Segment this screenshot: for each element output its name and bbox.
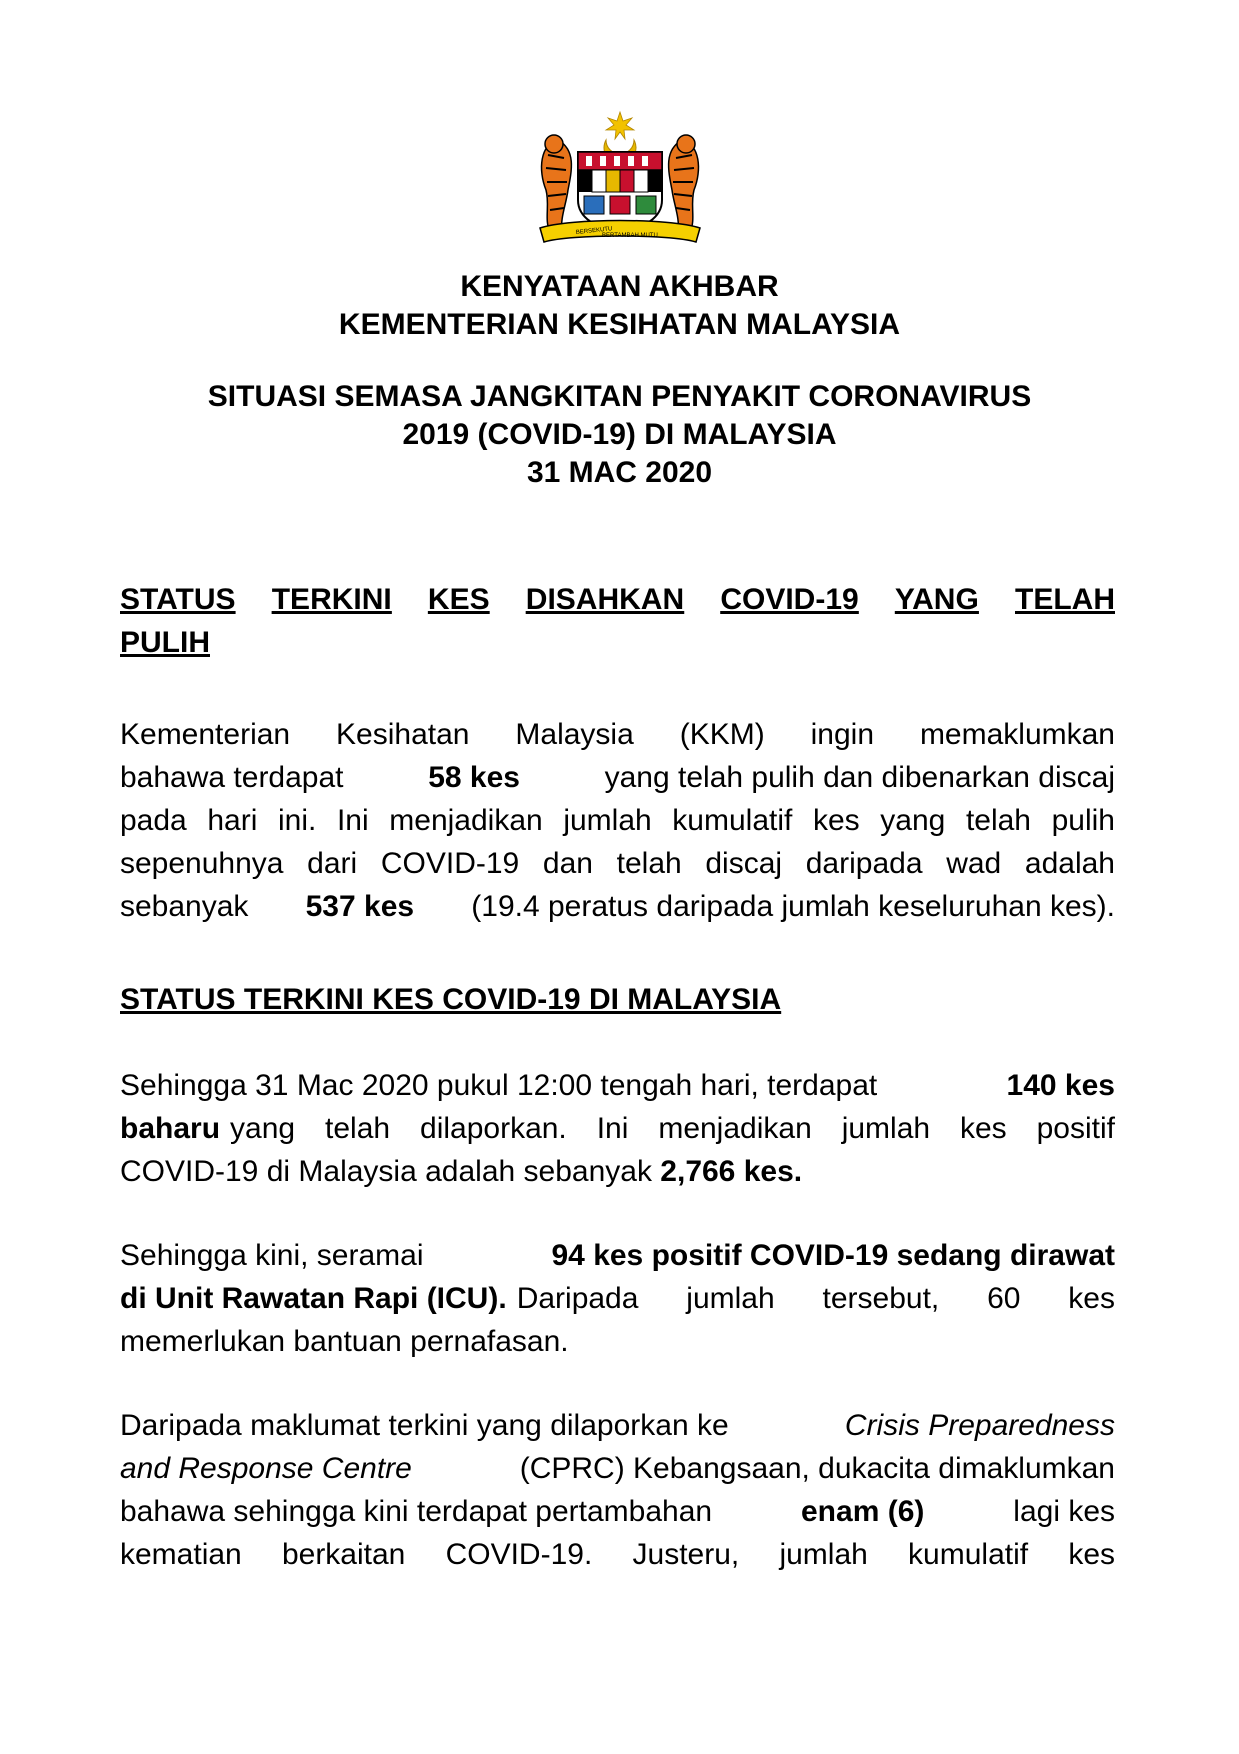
paragraph-line: sepenuhnya dari COVID-19 dan telah discaj daripada wad adalah <box>120 847 1115 880</box>
press-release-title <box>0 268 1239 344</box>
text-run: bahawa terdapat <box>120 761 344 794</box>
paragraph-line <box>120 1277 1115 1320</box>
new-deaths-count: enam (6) <box>801 1495 925 1528</box>
cprc-name-part: and Response Centre <box>120 1452 412 1485</box>
text-run: bahawa sehingga kini terdapat pertambahan <box>120 1495 713 1528</box>
recovered-today-count: 58 kes <box>428 761 520 794</box>
paragraph-line: Kementerian Kesihatan Malaysia (KKM) ingin memaklumkan <box>120 718 1115 751</box>
section-heading-status: STATUS TERKINI KES COVID-19 DI MALAYSIA <box>120 983 782 1016</box>
paragraph-new-cases <box>120 1064 1115 1193</box>
paragraph-line <box>120 1490 1115 1533</box>
new-cases-label: baharu <box>120 1112 221 1145</box>
icu-cases-text: 94 kes positif COVID-19 sedang dirawat <box>551 1239 1115 1272</box>
svg-text:BERTAMBAH MUTU: BERTAMBAH MUTU <box>602 233 658 239</box>
paragraph-line <box>120 885 1115 928</box>
paragraph-line: kematian berkaitan COVID-19. Justeru, jumlah kumulatif kes <box>120 1538 1115 1571</box>
paragraph-line <box>120 1234 1115 1277</box>
text-run: Daripada maklumat terkini yang dilaporkan ke <box>120 1409 729 1442</box>
text-run: Sehingga kini, seramai <box>120 1239 424 1272</box>
paragraph-deaths <box>120 1404 1115 1576</box>
icu-unit-text: di Unit Rawatan Rapi (ICU). <box>120 1282 507 1315</box>
press-release-subtitle <box>0 378 1239 492</box>
text-run: Sehingga 31 Mac 2020 pukul 12:00 tengah hari, terdapat <box>120 1069 878 1102</box>
coat-of-arms-logo <box>520 110 720 250</box>
text-run: (CPRC) Kebangsaan, dukacita dimaklumkan <box>519 1452 1115 1485</box>
title-line-2: KEMENTERIAN KESIHATAN MALAYSIA <box>338 308 901 341</box>
text-run: yang telah dilaporkan. Ini menjadikan jumlah kes positif <box>230 1112 1115 1145</box>
heading-word: KES <box>427 583 490 616</box>
subtitle-line-2: 2019 (COVID-19) DI MALAYSIA <box>402 418 837 451</box>
paragraph-line: memerlukan bantuan pernafasan. <box>120 1325 569 1358</box>
heading-word: STATUS <box>120 583 236 616</box>
total-cases-count: 2,766 kes. <box>660 1155 803 1188</box>
paragraph-line <box>120 756 1115 799</box>
recovered-total-count: 537 kes <box>305 890 415 923</box>
subtitle-line-1: SITUASI SEMASA JANGKITAN PENYAKIT CORONAVIRUS <box>207 380 1032 413</box>
heading-word: TELAH <box>1015 583 1115 616</box>
paragraph-icu <box>120 1234 1115 1363</box>
cprc-name-part: Crisis Preparedness <box>844 1409 1115 1442</box>
paragraph-line <box>120 1447 1115 1490</box>
section-heading-recovered <box>120 580 1115 662</box>
paragraph-line <box>120 1404 1115 1447</box>
title-line-1: KENYATAAN AKHBAR <box>460 270 779 303</box>
text-run: sebanyak <box>120 890 249 923</box>
paragraph-recovered <box>120 713 1115 928</box>
heading-word: TERKINI <box>271 583 392 616</box>
paragraph-line: pada hari ini. Ini menjadikan jumlah kumulatif kes yang telah pulih <box>120 804 1115 837</box>
heading-word: COVID-19 <box>720 583 859 616</box>
new-cases-count: 140 kes <box>1006 1069 1115 1102</box>
heading-line-1 <box>120 580 1115 623</box>
heading-line-2: PULIH <box>120 626 210 659</box>
release-date: 31 MAC 2020 <box>526 456 713 489</box>
text-run: COVID-19 di Malaysia adalah sebanyak <box>120 1155 652 1188</box>
paragraph-line <box>120 1107 1115 1150</box>
paragraph-line <box>120 1064 1115 1107</box>
svg-text:BERSEKUTU: BERSEKUTU <box>575 226 613 236</box>
paragraph-line <box>120 1150 1115 1193</box>
heading-word: YANG <box>894 583 979 616</box>
text-run: lagi kes <box>1013 1495 1115 1528</box>
text-run: yang telah pulih dan dibenarkan discaj <box>604 761 1115 794</box>
heading-word: DISAHKAN <box>525 583 685 616</box>
text-run: (19.4 peratus daripada jumlah keseluruhan kes). <box>471 890 1115 923</box>
text-run: Daripada jumlah tersebut, 60 kes <box>516 1282 1115 1315</box>
